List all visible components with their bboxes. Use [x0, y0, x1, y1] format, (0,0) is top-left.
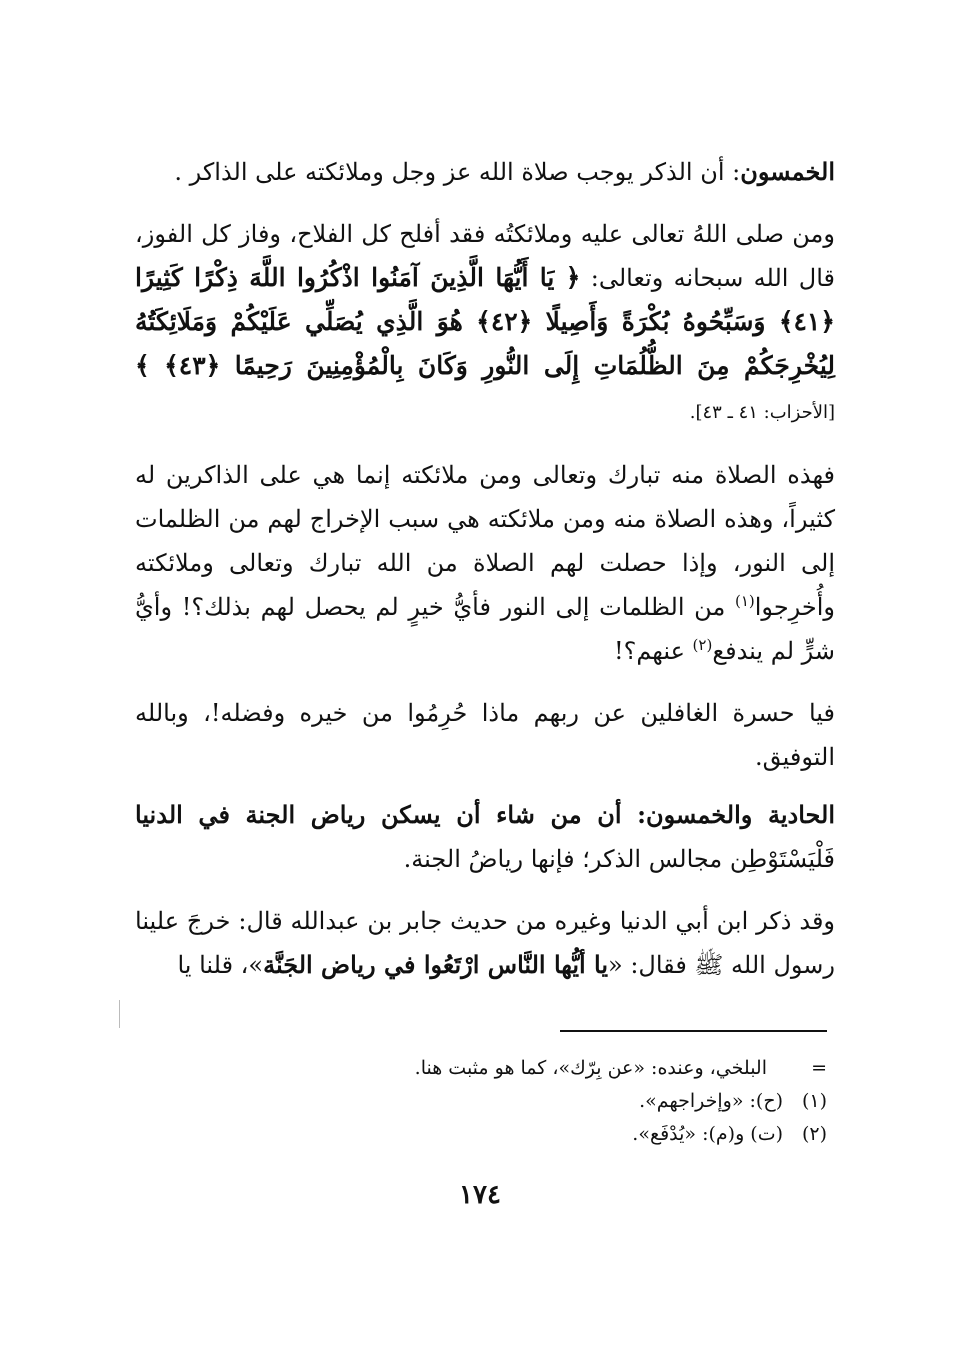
footnote-text: (ح): «وإخراجهم». [639, 1090, 783, 1112]
explanation-part1: فهذه الصلاة منه تبارك وتعالى ومن ملائكته إنما هي على الذاكرين له كثيراً، وهذه الصلاة منه ومن ملائكته هي سبب الإخراج لهم من الظلمات إلى النور، وإذا حصلت لهم الصلاة من الله تبارك وتعالى وملائكته وأُخرِجوا [135, 461, 835, 621]
continuation-mark: = [811, 1057, 827, 1079]
hadith-quote: يا أيُّها النَّاس ارْتَعُوا في رياض الجَنَّة [263, 950, 609, 979]
benefit-heading: الخمسون [740, 157, 835, 186]
footnote-ref-1[interactable]: (١) [734, 592, 755, 610]
explanation-part2: من الظلمات إلى النور فأيُّ خيرٍ لم يحصل لهم بذلك؟! وأيُّ شرٍّ لم يندفع [135, 593, 835, 665]
footnote-text: (ت) و(م): «يُدْفَع». [632, 1123, 783, 1145]
surah-reference: [الأحزاب: ٤١ ـ ٤٣]. [689, 402, 835, 423]
footnote-item [127, 1118, 827, 1151]
main-text [135, 150, 835, 1005]
hadith-continuation: »، قلنا يا [177, 951, 264, 979]
footnotes [127, 1052, 827, 1151]
paragraph-explanation [135, 453, 835, 673]
quran-verse: ﴿ يَا أَيُّهَا الَّذِينَ آمَنُوا اذْكُرُوا اللَّهَ ذِكْرًا كَثِيرًا ﴿٤١﴾ وَسَبِّحُوهُ بُكْرَةً وَأَصِيلًا ﴿٤٢﴾ هُوَ الَّذِي يُصَلِّي عَلَيْكُمْ وَمَلَائِكَتُهُ لِيُخْرِجَكُمْ مِنَ الظُّلُمَاتِ إِلَى النُّورِ وَكَانَ بِالْمُؤْمِنِينَ رَحِيمًا ﴿٤٣﴾ ﴾ [135, 263, 835, 380]
paragraph-fifty-first-benefit [135, 793, 835, 881]
paragraph-fiftieth-benefit [135, 150, 835, 194]
paragraph-intro: ومن صلى اللهُ تعالى عليه وملائكتُه فقد أفلح كل الفلاح، وفاز كل الفوز، قال الله سبحانه وتعالى: [135, 220, 835, 292]
footnote-number: (٢) [801, 1123, 827, 1145]
lament-text: فيا حسرة الغافلين عن ربهم ماذا حُرِمُوا من خيره وفضله!، وبالله التوفيق. [135, 699, 835, 771]
footnote-separator [560, 1030, 827, 1032]
page-number: ١٧٤ [459, 1180, 501, 1210]
continuation-text: البلخي، وعنده: «عن بِرّك»، كما هو مثبت هنا. [414, 1057, 767, 1079]
footnote-number: (١) [801, 1090, 827, 1112]
margin-mark [119, 1000, 120, 1028]
paragraph-lament [135, 691, 835, 779]
footnote-item [127, 1085, 827, 1118]
footnote-continuation [127, 1052, 827, 1085]
benefit-text: : أن الذكر يوجب صلاة الله عز وجل وملائكته على الذاكر . [174, 158, 741, 186]
paragraph-quran-citation [135, 212, 835, 435]
benefit-text: فَلْيَسْتَوْطِن مجالس الذكر؛ فإنها رياضُ الجنة. [403, 845, 835, 873]
benefit-heading: الحادية والخمسون: أن من شاء أن يسكن رياض الجنة في الدنيا [135, 800, 835, 829]
footnote-ref-2[interactable]: (٢) [692, 636, 713, 654]
paragraph-hadith [135, 899, 835, 987]
hadith-intro: وقد ذكر ابن أبي الدنيا وغيره من حديث جابر بن عبدالله قال: خرجَ علينا رسول الله ﷺ فقال: « [135, 907, 836, 979]
explanation-part3: عنهم؟! [613, 637, 693, 665]
